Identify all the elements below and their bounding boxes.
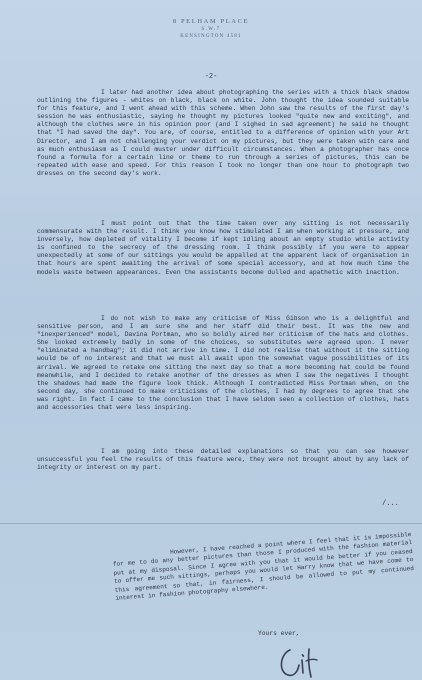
letterhead-address: 8 PELHAM PLACE: [172, 18, 250, 25]
paragraph-text: I do not wish to make any criticism of Miss Gibson who is a delightful and sensitive person, and I am sure she and her staff did their best. It was the new and "inexperienced" model, Davina Portman, who so boldly aired her criticism of the hats and clothes. She looked extremely badly in some of the choices, so substitutes were agreed upon. I never "eliminated a handbag"; it did not arrive in time. I did not realise that without it the sitting would be of no interest and that we must all await upon the somewhat vague possibilities of its arrival. We agreed to retake one sitting the next day so that a more becoming hat could be found meanwhile, and I decided to retake another of the dresses as when I saw the negatives I thought the shadows had made the figure look thick. Although I contradicted Miss Portman when, on the second day, she continued to make criticisms of the clothes, I had by degrees to agree that she was right. In fact I came to the conclusion that I have seldom seen a collection of clothes, hats and accessories that were less inspiring.: [37, 315, 409, 412]
paragraph-1: [37, 89, 409, 178]
paragraph-text: I must point out that the time taken over any sitting is not necessarily commensurate with the result. I think you know how stimulated I am when working at pressure, and inversely, how depleted of vitality I become if kept idling about an empty studio while activity is confined to the secrecy of the dressing room. I think possibly if you were to appear unexpectedly at some of our sittings you would be appalled at the apparent lack of organisation in that hours are spent awaiting the arrival of some special accessory, and at how much time the models waste between appearances. Even the assistants become dulled and apathetic with inaction.: [37, 220, 409, 276]
paragraph-2: [37, 220, 409, 277]
letterhead-district: S.W.7: [201, 27, 221, 32]
paragraph-text: I later had another idea about photographing the series with a thick black shadow outlining the figures - whites on black, black on white. John thought the idea sounded suitable for this feature, and I went ahead with this scheme. When John saw the results of the first day's session he was enthusiastic, saying he thought my pictures looked "quite new and exciting", and although the clothes were in his opinion poor (and I sighed in sad agreement) he said he thought that "I had saved the day". You are, of course, entitled to a difference of opinion with your Art Director, and I am not challenging your verdict on my pictures, but they were taken with care and as much enthusiasm as I could muster under difficult circumstances. When a photographer has once found a formula for a certain line or theme to run through a series of pictures, this can be repeated with ease and speed. For this reason I took no longer than one hour to photograph two dresses on the second day's work.: [37, 89, 409, 177]
paragraph-3: [37, 315, 409, 412]
page-number: -2-: [204, 73, 218, 81]
handwritten-signature: [276, 645, 346, 680]
letterhead-phone: KENSINGTON 4581: [180, 34, 242, 39]
paragraph-text: I am going into these detailed explanations so that you can see however unsuccessful you feel the results of this feature were, they were not brought about by any lack of integrity or interest on my part.: [37, 448, 409, 472]
page-fold-line: [0, 523, 422, 524]
continuation-mark: /...: [382, 500, 399, 508]
closing-salutation: Yours ever,: [258, 630, 300, 637]
paragraph-text: However, I have reached a point where I feel that it is impossible for me to do any better pictures than those I produced with the fashion material put at my disposal. Since I agree with you that it would be better if you ceased to offer me such sittings, perhaps you would let Harry know that we have come to this agreement so that, in fairness, I should be allowed to put my continued interest in fashion photography elsewhere.: [112, 531, 415, 602]
paragraph-5: [112, 531, 415, 603]
paragraph-4: [37, 448, 409, 472]
letterhead: [0, 18, 422, 40]
